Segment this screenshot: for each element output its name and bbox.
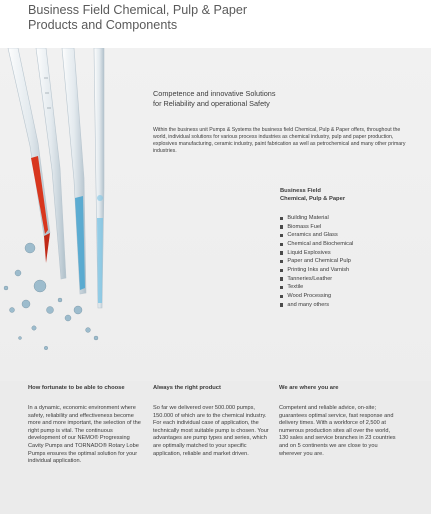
page-title: [28, 3, 408, 33]
list-item: Chemical and Biochemical: [280, 240, 410, 249]
bullet-square-icon: [280, 286, 283, 289]
bullet-square-icon: [280, 303, 283, 306]
column-body: Competent and reliable advice, on-site; guarantees optimal service, fast response and delivery times. With a workforce of 2,500 at numerous production sites all over the world, 130 sales and service branches in 23 countries and on 5 continents we are close to you wherever you are.: [279, 405, 396, 457]
column-location: [279, 384, 397, 458]
list-item: Paper and Chemical Pulp: [280, 257, 410, 266]
business-field-title-line-2: Chemical, Pulp & Paper: [280, 195, 346, 202]
bullet-square-icon: [280, 243, 283, 246]
bullet-square-icon: [280, 234, 283, 237]
business-field-title: [280, 188, 400, 203]
list-item: Tanneries/Leather: [280, 275, 410, 284]
business-field-title-line-1: Business Field: [280, 188, 321, 194]
column-heading: Always the right product: [153, 385, 221, 391]
pipette-blue: [62, 48, 86, 294]
intro-heading: [153, 89, 413, 109]
bullet-square-icon: [280, 277, 283, 280]
column-body: In a dynamic, economic environment where safety, reliability and effectiveness become more and more important, the selection of the right pump is vital. The continuous development of our NEMO® Progressing Cavity Pumps and TORNADO® Rotary Lobe Pumps ensures the optimal solution for your individual application.: [28, 405, 141, 465]
page-title-line-2: Products and Components: [28, 18, 178, 32]
list-item: Printing Inks and Varnish: [280, 266, 410, 275]
intro-body: Within the business unit Pumps & Systems the business field Chemical, Pulp & Paper offers, throughout the world, individual solutions for various process industries as chemical industry, pulp and paper production, explosives manufacturing, ceramic industry, paint fabrication as well as petrochemical and many other primary industries.: [153, 127, 406, 155]
bullet-square-icon: [280, 269, 283, 272]
list-item: Building Material: [280, 214, 410, 223]
page-title-line-1: Business Field Chemical, Pulp & Paper: [28, 3, 248, 17]
bullet-square-icon: [280, 251, 283, 254]
column-choose: [28, 384, 146, 466]
pipette-light: [94, 48, 104, 308]
column-heading: We are where you are: [279, 385, 339, 391]
bullet-square-icon: [280, 260, 283, 263]
intro-heading-line-1: Competence and innovative Solutions: [153, 89, 276, 98]
list-item: Biomass Fuel: [280, 223, 410, 232]
intro-heading-line-2: for Reliability and operational Safety: [153, 99, 270, 108]
column-body: So far we delivered over 500.000 pumps, 150.000 of which are to the chemical industry. For each individual case of application, the technically most suitable pump is chosen. Your advantages are pump types and series, which are optimally matched to your specific application, reliable and market driven.: [153, 405, 269, 457]
list-item: Ceramics and Glass: [280, 231, 410, 240]
pipettes-illustration: [0, 48, 150, 381]
bullet-square-icon: [280, 295, 283, 298]
business-field-list: [280, 214, 410, 309]
list-item: and many others: [280, 301, 410, 310]
list-item: Wood Processing: [280, 292, 410, 301]
bullet-square-icon: [280, 225, 283, 228]
column-product: [153, 384, 271, 458]
bullet-square-icon: [280, 217, 283, 220]
column-heading: How fortunate to be able to choose: [28, 385, 125, 391]
list-item: Textile: [280, 283, 410, 292]
list-item: Liquid Explosives: [280, 249, 410, 258]
